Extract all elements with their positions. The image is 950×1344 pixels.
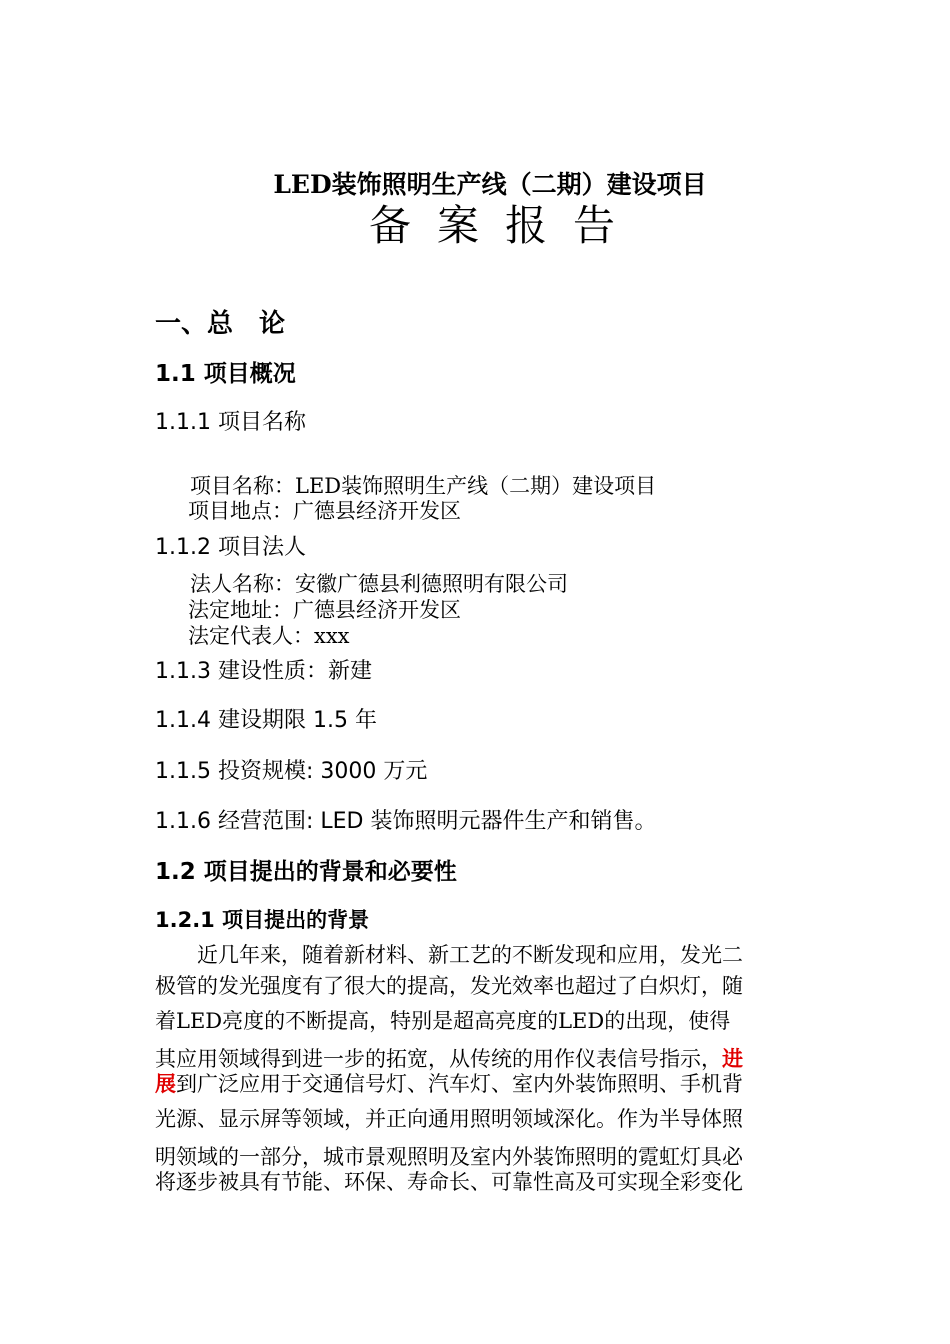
subsection-heading-1-1-3: 1.1.3 建设性质：新建 [155,659,372,684]
chapter-heading: 一、总 论 [155,309,286,339]
legal-name-line: 法人名称：安徽广德县利德照明有限公司 [190,572,568,596]
section-heading-1-1: 1.1 项目概况 [155,361,296,387]
subsection-heading-1-1-5: 1.1.5 投资规模: 3000 万元 [155,759,428,784]
subsection-heading-1-1-6: 1.1.6 经营范围: LED 装饰照明元器件生产和销售。 [155,809,657,834]
paragraph-line-8: 将逐步被具有节能、环保、寿命长、可靠性高及可实现全彩变化 [155,1170,743,1194]
section-heading-1-2: 1.2 项目提出的背景和必要性 [155,859,457,885]
paragraph-line-2: 极管的发光强度有了很大的提高，发光效率也超过了白炽灯，随 [155,974,743,998]
document-subtitle: 备案报告 [368,201,641,250]
paragraph-line-1: 近几年来，随着新材料、新工艺的不断发现和应用，发光二 [197,943,743,967]
paragraph-line-5 [155,1069,743,1099]
document-title: LED装饰照明生产线（二期）建设项目 [273,170,707,199]
legal-representative-line: 法定代表人：xxx [188,624,350,648]
paragraph-line-4-text: 其应用领域得到进一步的拓宽，从传统的用作仪表信号指示， [155,1047,722,1071]
subsection-heading-1-1-1: 1.1.1 项目名称 [155,410,306,435]
legal-address-line: 法定地址：广德县经济开发区 [188,598,461,622]
paragraph-line-5-text: 到广泛应用于交通信号灯、汽车灯、室内外装饰照明、手机背 [176,1072,743,1096]
highlighted-text-zhan: 展 [155,1071,176,1096]
subsection-heading-1-1-4: 1.1.4 建设期限 1.5 年 [155,708,377,733]
project-name-line: 项目名称：LED装饰照明生产线（二期）建设项目 [190,474,657,498]
subsection-heading-1-2-1: 1.2.1 项目提出的背景 [155,908,370,932]
paragraph-line-7: 明领域的一部分，城市景观照明及室内外装饰照明的霓虹灯具必 [155,1145,743,1169]
highlighted-text-jin: 进 [722,1046,743,1071]
project-location-line: 项目地点：广德县经济开发区 [188,499,461,523]
paragraph-line-6: 光源、显示屏等领域，并正向通用照明领域深化。作为半导体照 [155,1107,743,1131]
subsection-heading-1-1-2: 1.1.2 项目法人 [155,535,306,560]
paragraph-line-3: 着LED亮度的不断提高，特别是超高亮度的LED的出现，使得 [155,1009,731,1033]
